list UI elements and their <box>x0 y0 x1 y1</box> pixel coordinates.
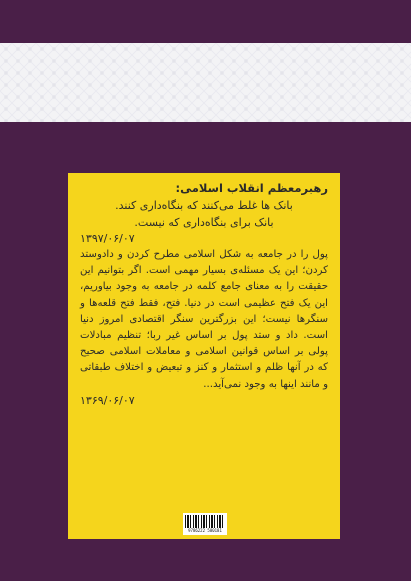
quote-date: ۱۳۹۷/۰۶/۰۷ <box>80 232 135 245</box>
paragraph-date: ۱۳۶۹/۰۶/۰۷ <box>80 393 135 407</box>
panel-heading: رهبرمعظم انقلاب اسلامی: <box>175 181 328 195</box>
barcode-bars <box>185 515 225 528</box>
quote-line-1: بانک ها غلط می‌کنند که بنگاه‌داری کنند. <box>115 199 293 212</box>
barcode <box>183 513 227 535</box>
quote-paragraph: پول را در جامعه به شکل اسلامی مطرح کردن و دادوستد کردن؛ این یک مسئله‌ی بسیار مهمی است. اگر بتوانیم این حقیقت را به معنای جامع کلمه در جامعه به وجود بیاوریم، این یک فتح عظیمی است در دنیا. فتح، فقط فتح قلعه‌ها و سنگرها نیست؛ این بزرگترین سنگر اقتصادی امروز دنیا است. داد و ستد پول بر اساس غیر ربا؛ تنظیم مبادلات پولی بر اساس قوانین اسلامی و معاملات اسلامی صحیح که در آنها ظلم و استثمار و کنز و تبعیض و اختلاف طبقاتی و مانند اینها به وجود نمی‌آید... <box>80 249 328 390</box>
quote-panel <box>68 173 340 539</box>
decorative-pattern-band <box>0 43 411 122</box>
barcode-number: 9786222 580181 <box>188 528 222 533</box>
quote-line-2: بانک برای بنگاه‌داری که نیست. <box>134 216 274 229</box>
top-cover-band <box>0 0 411 43</box>
